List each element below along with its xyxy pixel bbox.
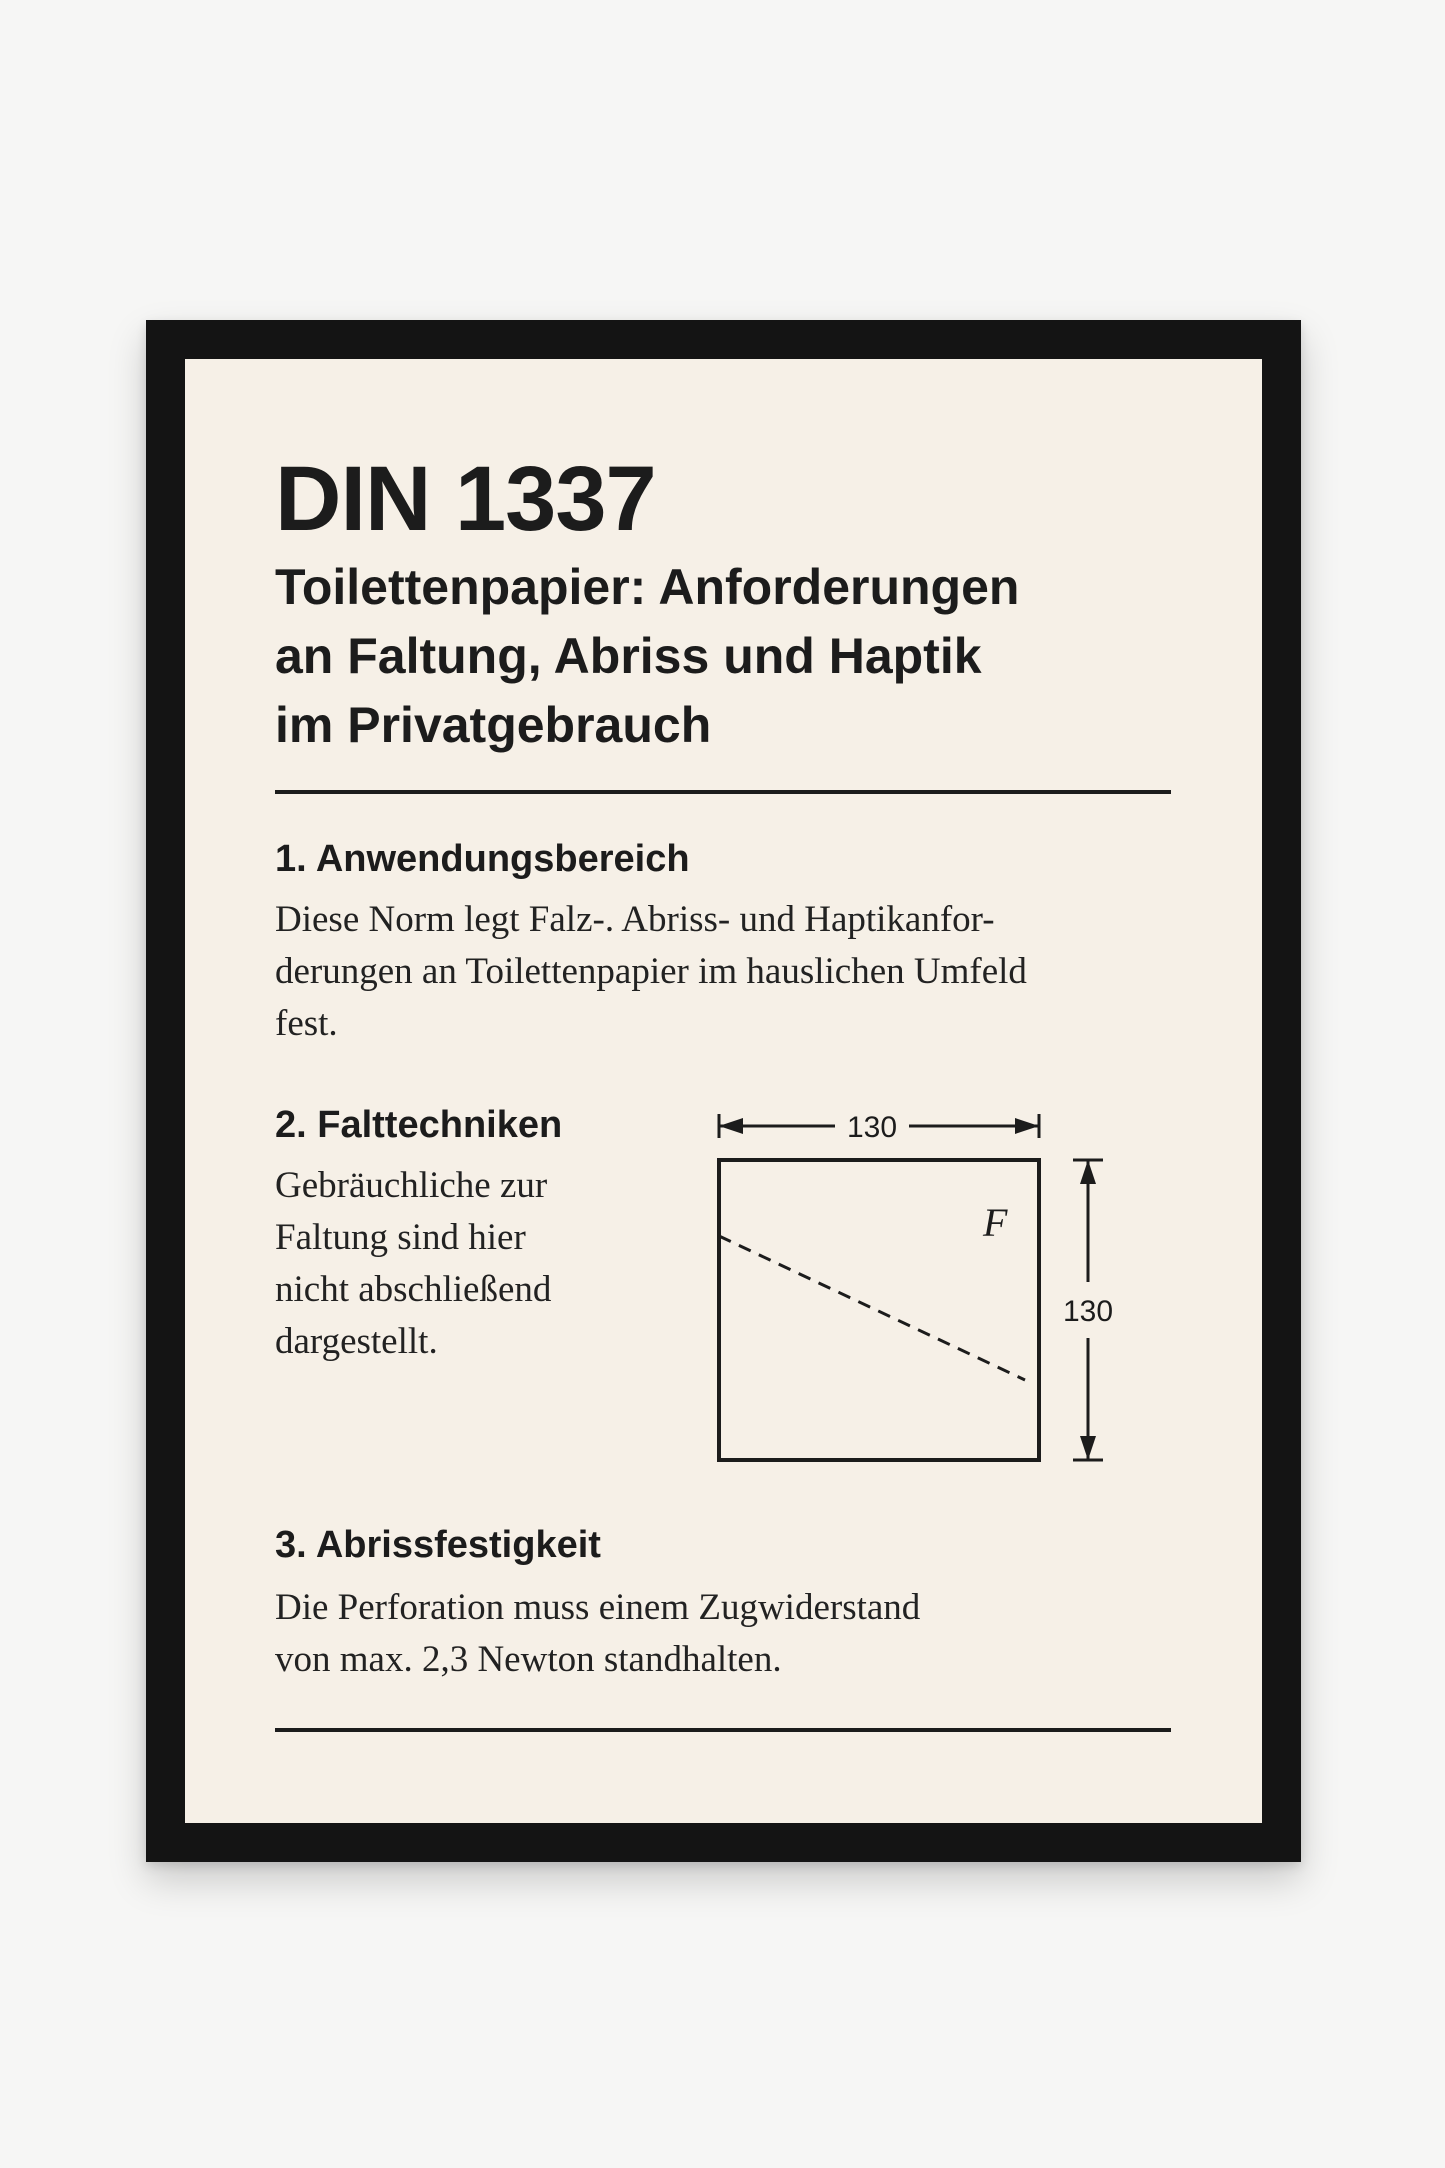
section-heading: 3. Abrissfestigkeit bbox=[275, 1524, 601, 1566]
poster-sheet bbox=[185, 359, 1262, 1823]
poster-content bbox=[275, 449, 1171, 1732]
body-line: Diese Norm legt Falz-. Abriss- und Haptikanfor- bbox=[275, 899, 995, 940]
standard-title-line: im Privatgebrauch bbox=[275, 697, 712, 753]
body-line: nicht abschließend bbox=[275, 1269, 552, 1310]
fold-label: F bbox=[983, 1200, 1008, 1245]
section-heading: 1. Anwendungsbereich bbox=[275, 838, 690, 880]
section-body bbox=[275, 1582, 1171, 1686]
standard-number: DIN 1337 bbox=[275, 448, 656, 550]
body-line: von max. 2,3 Newton standhalten. bbox=[275, 1639, 782, 1680]
standard-title-line: an Faltung, Abriss und Haptik bbox=[275, 628, 982, 684]
picture-frame bbox=[146, 320, 1301, 1862]
height-dimension-label: 130 bbox=[1062, 1295, 1114, 1328]
body-line: dargestellt. bbox=[275, 1321, 438, 1362]
top-divider bbox=[275, 790, 1171, 794]
bottom-divider bbox=[275, 1728, 1171, 1732]
section-folding bbox=[275, 1102, 1171, 1502]
height-dimension bbox=[1063, 1160, 1113, 1460]
standard-title-line: Toilettenpapier: Anforderungen bbox=[275, 559, 1020, 615]
section-folding-text bbox=[275, 1102, 695, 1368]
section-body bbox=[275, 894, 1171, 1050]
section-scope bbox=[275, 836, 1171, 1050]
width-dimension-label: 130 bbox=[846, 1111, 898, 1144]
standard-title bbox=[275, 553, 1171, 760]
fold-diagram bbox=[715, 1102, 1155, 1502]
body-line: Die Perforation muss einem Zugwiderstand bbox=[275, 1587, 921, 1628]
body-line: fest. bbox=[275, 1003, 338, 1044]
body-line: Gebräuchliche zur bbox=[275, 1165, 548, 1206]
fold-line bbox=[719, 1236, 1025, 1380]
section-body bbox=[275, 1160, 695, 1368]
body-line: Faltung sind hier bbox=[275, 1217, 526, 1258]
section-tear-strength bbox=[275, 1522, 1171, 1686]
body-line: derungen an Toilettenpapier im hauslichen Umfeld bbox=[275, 951, 1027, 992]
width-dimension bbox=[719, 1111, 1039, 1144]
section-heading: 2. Falttechniken bbox=[275, 1104, 563, 1146]
